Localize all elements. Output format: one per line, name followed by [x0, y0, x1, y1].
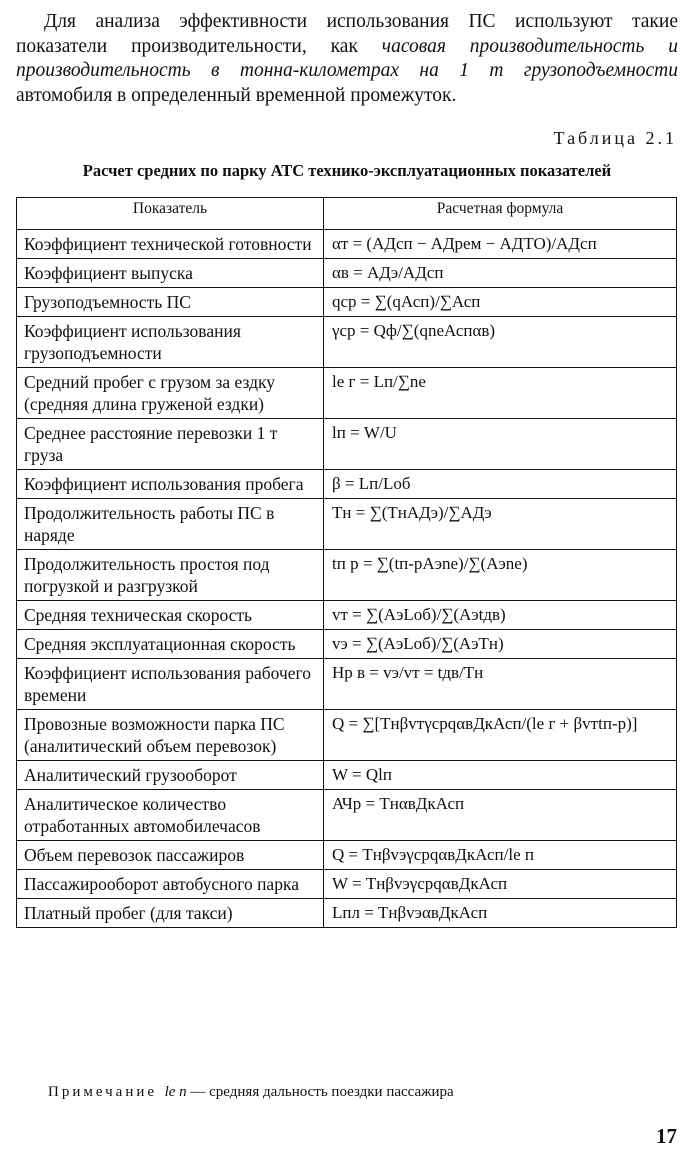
table-row: [17, 710, 677, 761]
formula-cell: β = Lп/Lоб: [324, 470, 677, 499]
table-row: [17, 630, 677, 659]
table-row: [17, 550, 677, 601]
formula-cell: αт = (АДсп − АДрем − АДТО)/АДсп: [324, 230, 677, 259]
formula-cell: lе г = Lп/∑nе: [324, 368, 677, 419]
formula-cell: W = ТнβvэγсрqαвДкАсп: [324, 870, 677, 899]
formula-cell: tп р = ∑(tп-рАэnе)/∑(Аэnе): [324, 550, 677, 601]
table-row: [17, 841, 677, 870]
intro-text-1: Для анализа эффективности использования ПС используют такие показатели производительности, как: [16, 11, 678, 57]
table-row: [17, 601, 677, 630]
indicator-name: Пассажирооборот автобусного парка: [17, 870, 324, 899]
table-body: [17, 230, 677, 928]
indicators-table: [16, 197, 677, 928]
formula-cell: vэ = ∑(АэLоб)/∑(АэТн): [324, 630, 677, 659]
formula-cell: Q = ТнβvэγсрqαвДкАсп/lе п: [324, 841, 677, 870]
indicator-name: Коэффициент использования пробега: [17, 470, 324, 499]
indicator-name: Коэффициент использования рабочего времени: [17, 659, 324, 710]
indicator-name: Средняя техническая скорость: [17, 601, 324, 630]
intro-paragraph: [16, 10, 678, 108]
indicator-name: Продолжительность простоя под погрузкой и разгрузкой: [17, 550, 324, 601]
table-row: [17, 899, 677, 928]
table-row: [17, 870, 677, 899]
note-symbol: lе п: [164, 1084, 187, 1100]
formula-cell: W = Qlп: [324, 761, 677, 790]
table-title: Расчет средних по парку АТС технико-эксплуатационных показателей: [82, 161, 612, 180]
header-formula: Расчетная формула: [324, 198, 677, 230]
indicator-name: Платный пробег (для такси): [17, 899, 324, 928]
intro-text-italic: часовая производительность и производительность в тонна-километрах на 1 т грузоподъемности: [16, 35, 678, 81]
table-header-row: [17, 198, 677, 230]
formula-cell: αв = АДэ/АДсп: [324, 259, 677, 288]
table-row: [17, 499, 677, 550]
indicator-name: Провозные возможности парка ПС (аналитический объем перевозок): [17, 710, 324, 761]
formula-cell: vт = ∑(АэLоб)/∑(Аэtдв): [324, 601, 677, 630]
indicator-name: Аналитическое количество отработанных автомобилечасов: [17, 790, 324, 841]
table-row: [17, 419, 677, 470]
table-row: [17, 230, 677, 259]
formula-cell: АЧр = ТнαвДкАсп: [324, 790, 677, 841]
formula-cell: Тн = ∑(ТнАДэ)/∑АДэ: [324, 499, 677, 550]
formula-cell: Lпл = ТнβvэαвДкАсп: [324, 899, 677, 928]
table-row: [17, 761, 677, 790]
indicator-name: Грузоподъемность ПС: [17, 288, 324, 317]
formula-cell: γср = Qф/∑(qnеАспαв): [324, 317, 677, 368]
indicator-name: Средняя эксплуатационная скорость: [17, 630, 324, 659]
table-row: [17, 259, 677, 288]
header-indicator: Показатель: [17, 198, 324, 230]
indicator-name: Среднее расстояние перевозки 1 т груза: [17, 419, 324, 470]
table-row: [17, 790, 677, 841]
table-row: [17, 470, 677, 499]
formula-cell: Нр в = vэ/vт = tдв/Тн: [324, 659, 677, 710]
indicator-name: Коэффициент использования грузоподъемности: [17, 317, 324, 368]
page-number: 17: [656, 1124, 677, 1148]
indicator-name: Объем перевозок пассажиров: [17, 841, 324, 870]
table-row: [17, 317, 677, 368]
table-row: [17, 288, 677, 317]
indicator-name: Коэффициент выпуска: [17, 259, 324, 288]
indicator-name: Коэффициент технической готовности: [17, 230, 324, 259]
indicator-name: Аналитический грузооборот: [17, 761, 324, 790]
formula-cell: qср = ∑(qАсп)/∑Асп: [324, 288, 677, 317]
table-row: [17, 659, 677, 710]
note-label: Примечание: [48, 1084, 158, 1100]
table-row: [17, 368, 677, 419]
formula-cell: lп = W/U: [324, 419, 677, 470]
table-label: Таблица 2.1: [553, 128, 677, 148]
indicator-name: Средний пробег с грузом за ездку (средняя длина груженой ездки): [17, 368, 324, 419]
intro-text-2: автомобиля в определенный временной промежуток.: [16, 84, 457, 106]
table-note: [48, 1084, 454, 1101]
indicator-name: Продолжительность работы ПС в наряде: [17, 499, 324, 550]
note-text: — средняя дальность поездки пассажира: [186, 1084, 454, 1100]
formula-cell: Q = ∑[ТнβvтγсрqαвДкАсп/(lе г + βvтtп-р)]: [324, 710, 677, 761]
